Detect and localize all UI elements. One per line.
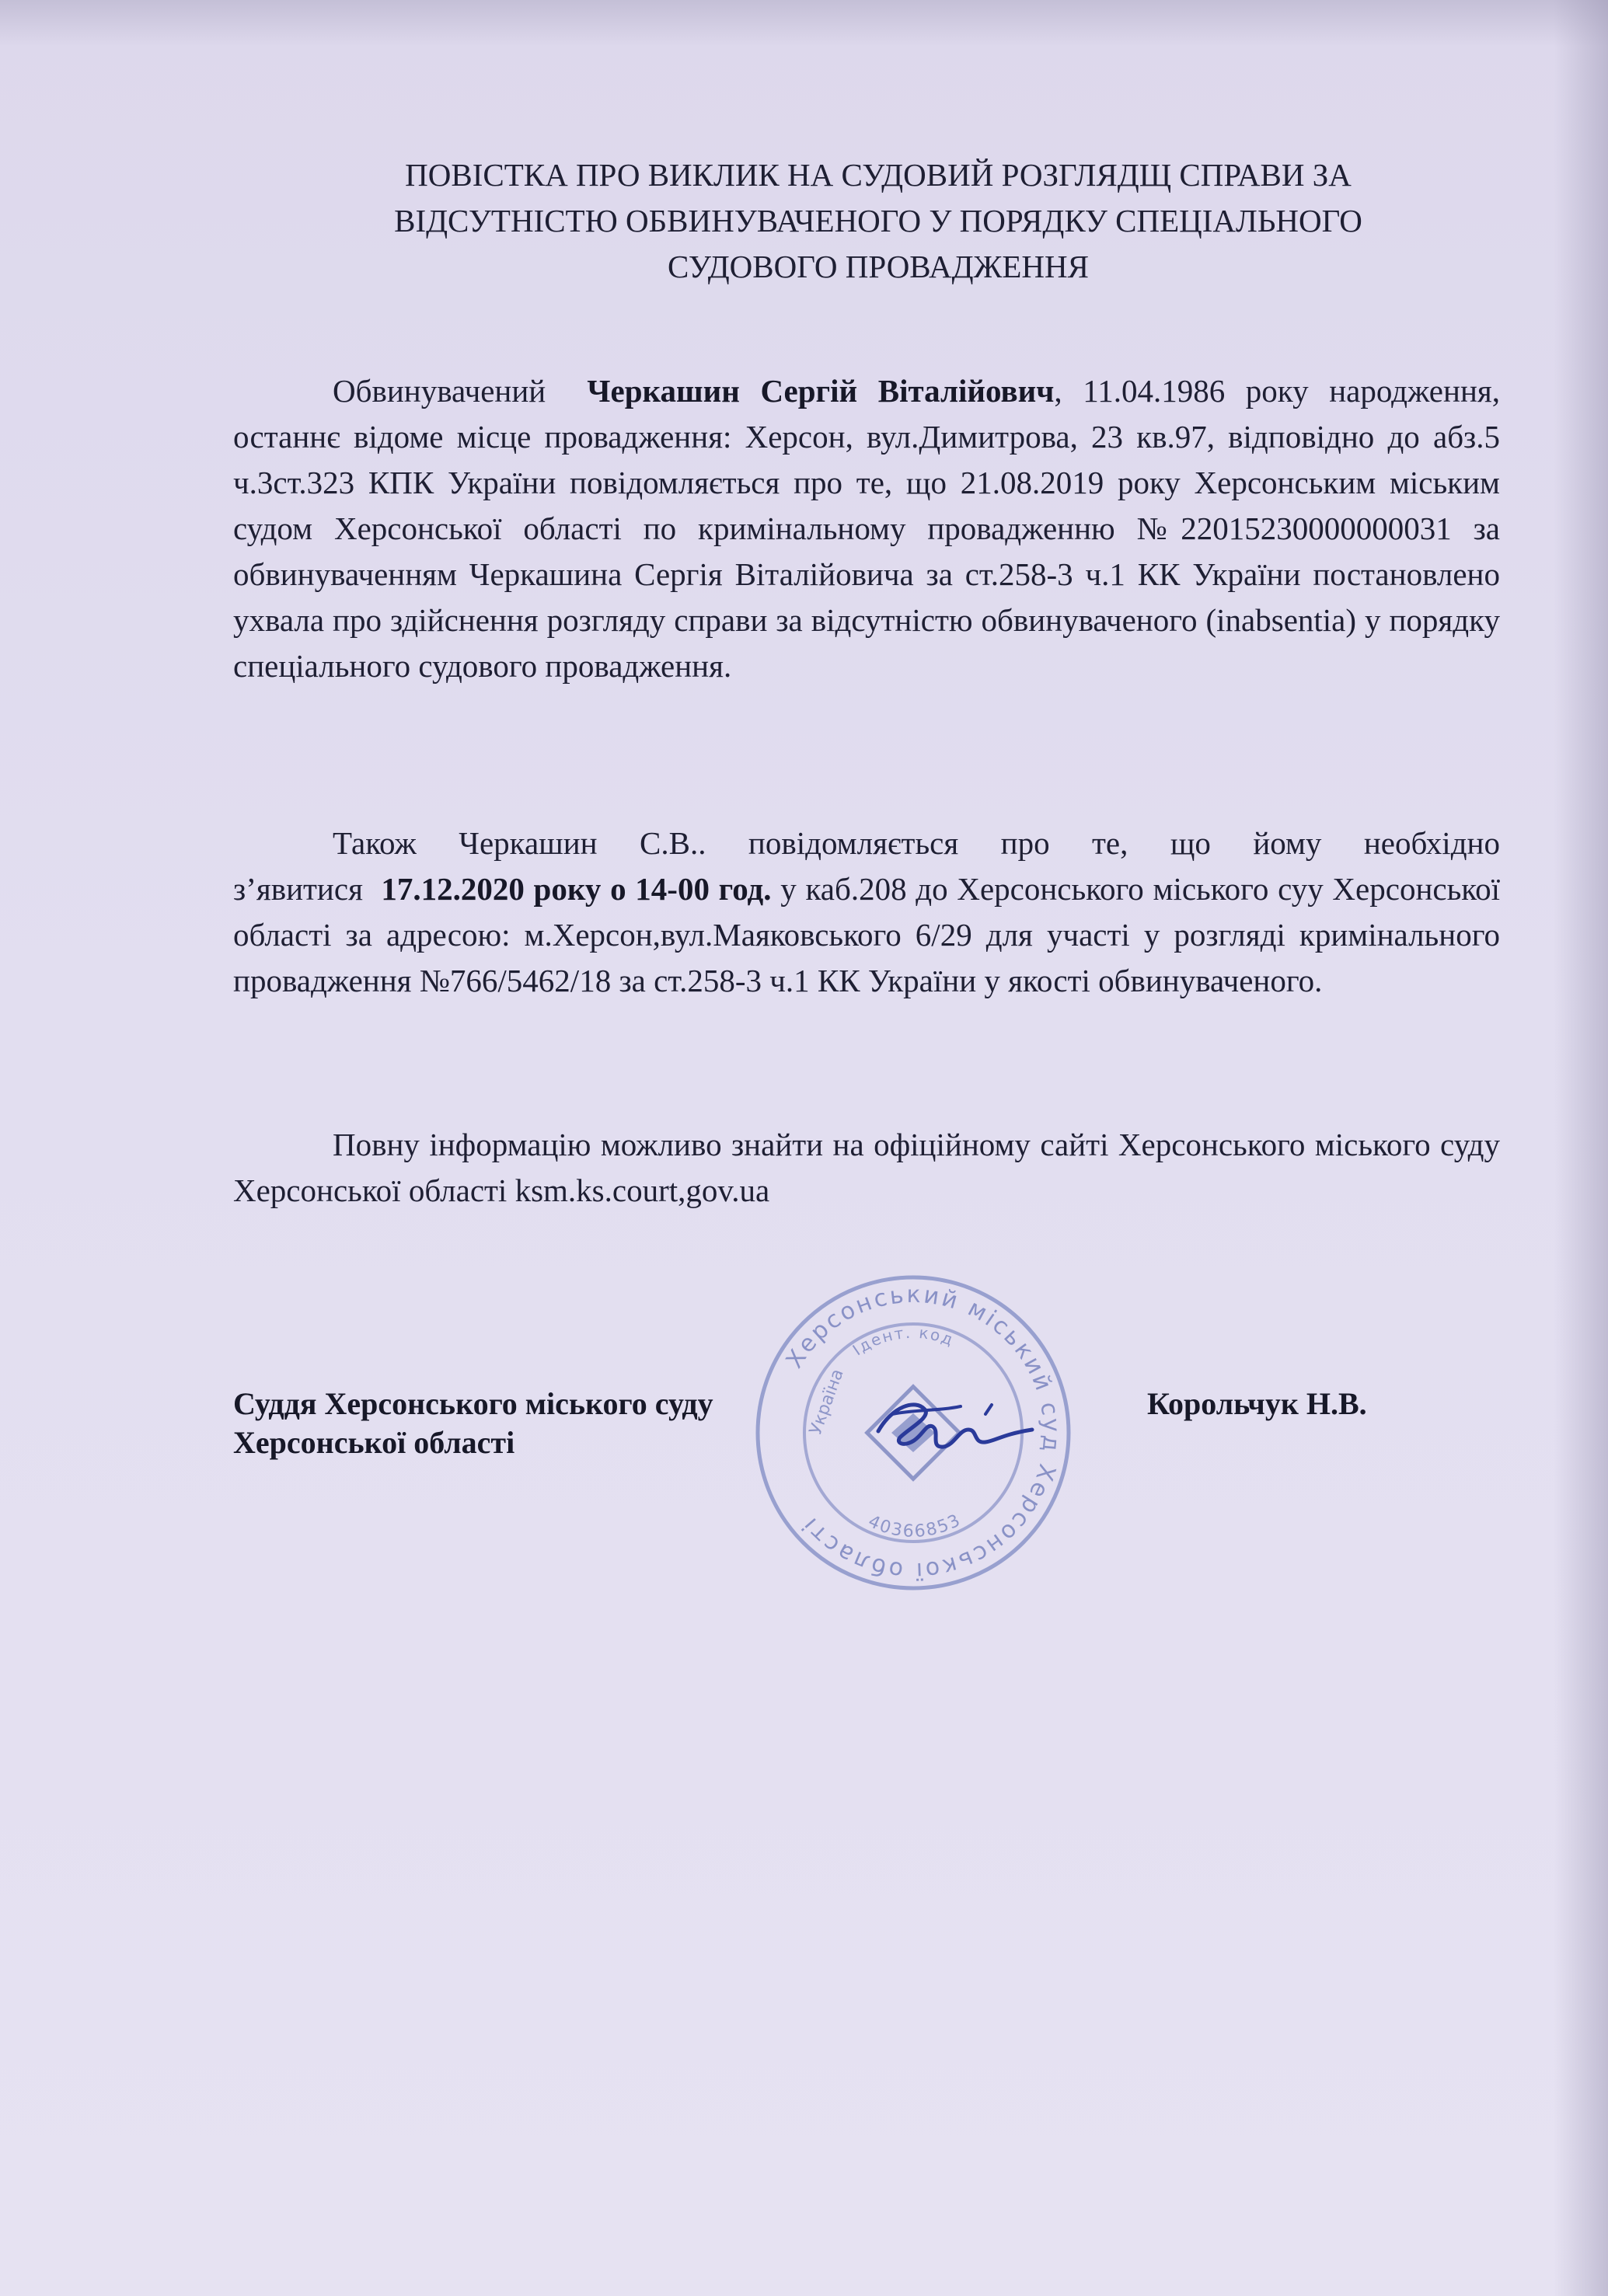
paragraph-1-body: , 11.04.1986 року народження, останнє відоме місце провадження: Херсон, вул.Димитрова, 23 кв.97, відповідно до абз.5 ч.3ст.323 КПК України повідомляється про те, що 21.08.2019 року Херсонським міським судом Херсонської області по кримінальному провадженню №22015230000000031 за обвинуваченням Черкашина Сергія Віталійовича за ст.258-3 ч.1 КК України постановлено ухвала про здійснення розгляду справи за відсутністю обвинуваченого (inabsentia) у порядку спеціального судового провадження. (233, 373, 1500, 684)
judge-position (233, 1385, 824, 1462)
title-line-3: СУДОВОГО ПРОВАДЖЕННЯ (668, 249, 1089, 284)
accused-name: Черкашин Сергій Віталійович (587, 373, 1055, 409)
judge-signature-icon (869, 1383, 1040, 1469)
seal-outer-text: Херсонський міський суд Херсонської області (780, 1280, 1066, 1585)
judge-name: Корольчук Н.В. (1147, 1386, 1367, 1421)
seal-inner-text: Ідент. код (849, 1322, 957, 1360)
judge-position-line-1: Суддя Херсонського міського суду (233, 1386, 713, 1421)
paragraph-summons-notice (233, 368, 1500, 689)
title-line-1: ПОВІСТКА ПРО ВИКЛИК НА СУДОВИЙ РОЗГЛЯДЩ СПРАВИ ЗА (405, 157, 1352, 193)
title-line-2: ВІДСУТНІСТЮ ОБВИНУВАЧЕНОГО У ПОРЯДКУ СПЕЦІАЛЬНОГО (394, 203, 1362, 239)
accused-label: Обвинувачений (333, 373, 546, 409)
paragraph-hearing-details (233, 820, 1500, 1004)
paragraph-website-info (233, 1122, 1500, 1214)
judge-position-line-2: Херсонської області (233, 1425, 515, 1460)
paragraph-2-lead: Також Черкашин С.В.. повідомляється про те, що йому необхідно з’явитися (233, 825, 1500, 907)
seal-code-text: 40366853 (865, 1510, 965, 1542)
paper-shadow-top (0, 0, 1608, 47)
paragraph-2-body: у каб.208 до Херсонського міського суу Херсонської області за адресою: м.Херсон,вул.Маяковського 6/29 для участі у розгляді кримінального провадження №766/5462/18 за ст.258-3 ч.1 КК України у якості обвинуваченого. (233, 871, 1501, 998)
paper-shadow-right (1554, 0, 1608, 2296)
seal-country-text: Україна (806, 1366, 848, 1438)
hearing-datetime: 17.12.2020 року о 14-00 год. (381, 871, 772, 907)
document-title (264, 152, 1492, 290)
paragraph-3-body: Повну інформацію можливо знайти на офіційному сайті Херсонського міського суду Херсонської області ksm.ks.court,gov.ua (233, 1127, 1500, 1208)
